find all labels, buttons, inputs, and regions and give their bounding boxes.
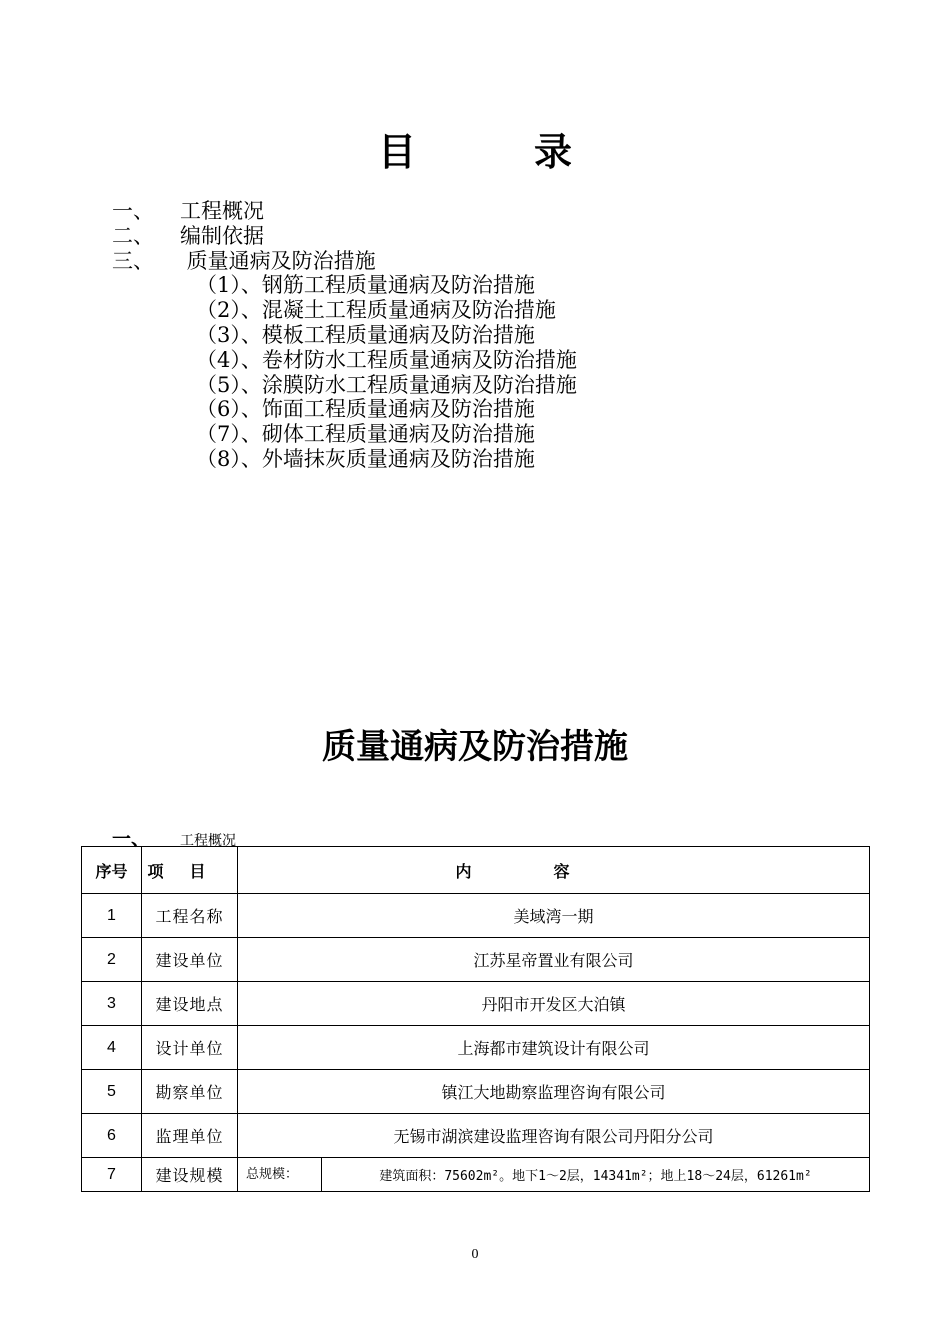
row-content: 美域湾一期	[238, 894, 870, 938]
row-number: 4	[82, 1026, 142, 1070]
toc-subitem: （3）、模板工程质量通病及防治措施	[196, 322, 535, 347]
toc-subitem: （4）、卷材防水工程质量通病及防治措施	[196, 347, 577, 372]
table-row	[82, 1026, 870, 1070]
scale-value: 建筑面积：75602m²。地下1～2层，14341m²；地上18～24层，61261m²	[379, 1169, 812, 1184]
header-no: 序号	[82, 847, 142, 894]
header-content: 内容	[238, 847, 870, 894]
row-number: 7	[82, 1158, 142, 1192]
toc-title: 目录	[377, 130, 690, 174]
toc-item-label: 质量通病及防治措施	[180, 248, 376, 273]
row-content: 镇江大地勘察监理咨询有限公司	[238, 1070, 870, 1114]
toc-item-label: 编制依据	[180, 223, 264, 248]
toc-subitem: （2）、混凝土工程质量通病及防治措施	[196, 298, 556, 323]
toc-item	[112, 224, 577, 249]
row-content: 丹阳市开发区大泊镇	[238, 982, 870, 1026]
row-content-split	[238, 1158, 870, 1192]
toc-item-number: 二、	[112, 223, 154, 248]
toc-item-label: 工程概况	[180, 199, 264, 223]
table-of-contents	[112, 199, 577, 472]
table-row	[82, 1114, 870, 1158]
row-content: 上海都市建筑设计有限公司	[238, 1026, 870, 1070]
row-item: 勘察单位	[142, 1070, 238, 1114]
page-number: 0	[471, 1247, 479, 1262]
table-row	[82, 1070, 870, 1114]
project-overview-table	[81, 846, 870, 1192]
row-item: 工程名称	[142, 894, 238, 938]
toc-item	[112, 249, 577, 274]
table-row	[82, 894, 870, 938]
row-number: 2	[82, 938, 142, 982]
row-item: 建设单位	[142, 938, 238, 982]
toc-item-number: 三、	[112, 248, 154, 273]
table-header-row	[82, 847, 870, 894]
row-content: 无锡市湖滨建设监理咨询有限公司丹阳分公司	[238, 1114, 870, 1158]
section-title: 质量通病及防治措施	[322, 727, 628, 767]
table-row	[82, 938, 870, 982]
scale-label: 总规模：	[238, 1158, 322, 1191]
row-item: 监理单位	[142, 1114, 238, 1158]
toc-subitem: （8）、外墙抹灰质量通病及防治措施	[196, 446, 535, 471]
overview-label: 工程概况	[180, 833, 236, 849]
row-number: 1	[82, 894, 142, 938]
toc-subitem: （5）、涂膜防水工程质量通病及防治措施	[196, 372, 577, 397]
row-number: 6	[82, 1114, 142, 1158]
overview-number: 一、	[112, 828, 151, 850]
toc-item-number: 一、	[112, 199, 154, 223]
row-item: 建设地点	[142, 982, 238, 1026]
toc-subitem: （6）、饰面工程质量通病及防治措施	[196, 397, 535, 422]
toc-item	[112, 199, 577, 224]
row-number: 3	[82, 982, 142, 1026]
toc-subitem: （1）、钢筋工程质量通病及防治措施	[196, 273, 535, 298]
row-item: 设计单位	[142, 1026, 238, 1070]
toc-subitem: （7）、砌体工程质量通病及防治措施	[196, 422, 535, 447]
row-content: 江苏星帝置业有限公司	[238, 938, 870, 982]
row-number: 5	[82, 1070, 142, 1114]
table-row	[82, 1158, 870, 1192]
header-item: 项目	[142, 847, 238, 894]
table-row	[82, 982, 870, 1026]
row-item: 建设规模	[142, 1158, 238, 1192]
